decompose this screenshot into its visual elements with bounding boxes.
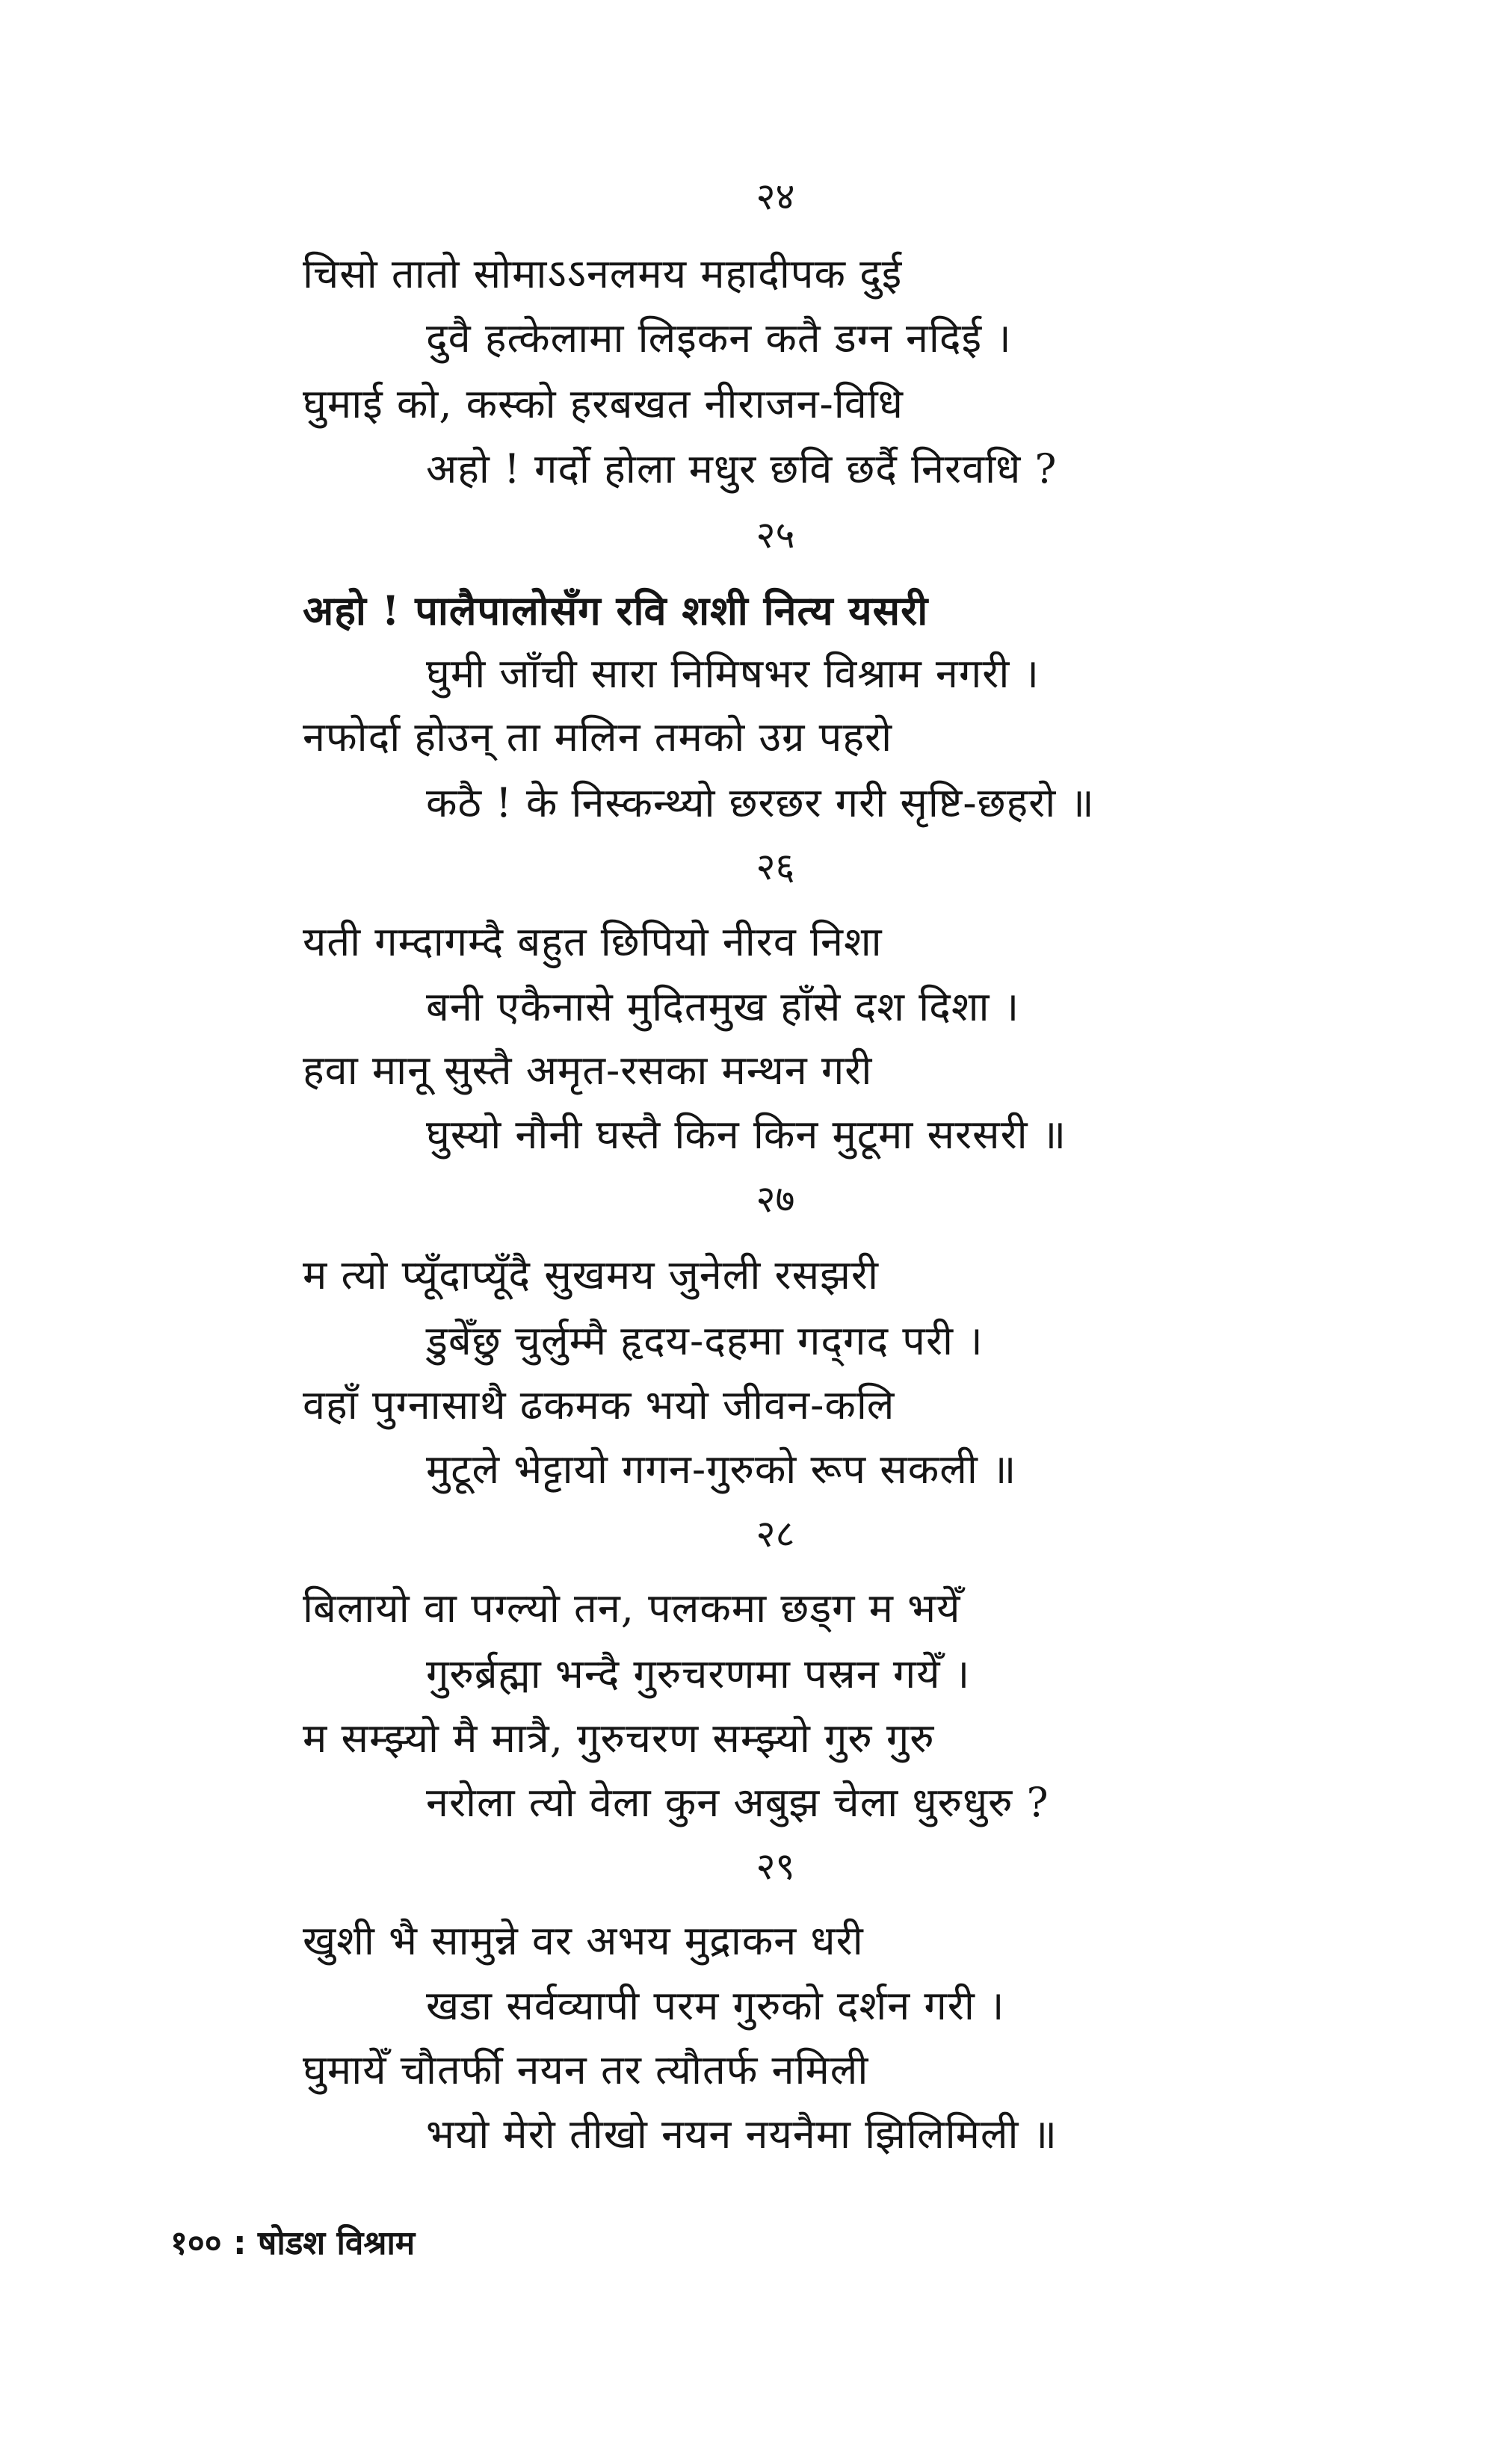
book-title: षोडश विश्राम (257, 2224, 416, 2262)
stanza-number: २७ (756, 1177, 795, 1221)
verse-line: डुबेँछु चुर्लुम्मै हृदय-दहमा गद्‌गद परी । (426, 1317, 984, 1364)
verse-line: चिसो तातो सोमाऽऽनलमय महादीपक दुई (303, 250, 903, 297)
stanza-number: २५ (756, 513, 795, 557)
stanza-number: २६ (756, 845, 795, 888)
verse-line: घुस्यो नौनी घस्तै किन किन मुटूमा सरसरी ॥ (426, 1111, 1067, 1158)
verse-line: कठै ! के निस्कन्थ्यो छरछर गरी सृष्टि-छहरो ॥ (426, 779, 1095, 826)
stanza-number: २९ (756, 1845, 795, 1888)
verse-line: अहो ! गर्दो होला मधुर छवि छर्दै निरवधि ? (426, 445, 1058, 492)
verse-line: घुमी जाँची सारा निमिषभर विश्राम नगरी । (426, 650, 1040, 697)
verse-line: बनी एकैनासे मुदितमुख हाँसे दश दिशा । (426, 983, 1020, 1030)
verse-line: म त्यो प्यूँदाप्यूँदै सुखमय जुनेली रसझरी (303, 1251, 879, 1298)
verse-line: अहो ! पालैपालोसँग रवि शशी नित्य यसरी (303, 586, 929, 634)
verse-line: दुवै हत्केलामा लिइकन कतै डग्न नदिई । (426, 315, 1012, 362)
verse-line: नरोला त्यो वेला कुन अबुझ चेला धुरुधुरु ? (426, 1779, 1049, 1826)
page-footer (170, 2223, 415, 2265)
verse-line: गुरुर्ब्रह्मा भन्दै गुरुचरणमा पस्रन गयेँ । (426, 1650, 971, 1697)
verse-line: खुशी भै सामुन्ने वर अभय मुद्राकन धरी (303, 1917, 864, 1964)
verse-line: घुमाई को, कस्को हरबखत नीराजन-विधि (303, 380, 904, 427)
verse-line: यती गम्दागम्दै बहुत छिपियो नीरव निशा (303, 918, 883, 965)
verse-line: म सम्झ्यो मै मात्रै, गुरुचरण सम्झ्यो गुरु गुरु (303, 1715, 935, 1762)
verse-line: मुटूले भेट्टायो गगन-गुरुको रूप सकली ॥ (426, 1446, 1017, 1493)
verse-line: वहाँ पुग्नासाथै ढकमक भयो जीवन-कलि (303, 1381, 895, 1428)
verse-line: भयो मेरो तीखो नयन नयनैमा झिलिमिली ॥ (426, 2111, 1058, 2158)
page-number: १०० (170, 2224, 222, 2262)
stanza-number: २४ (756, 175, 795, 218)
verse-line: खडा सर्वव्यापी परम गुरुको दर्शन गरी । (426, 1982, 1005, 2029)
verse-line: नफोर्दा होउन् ता मलिन तमको उग्र पहरो (303, 713, 893, 761)
verse-line: बिलायो वा पग्ल्यो तन, पलकमा छड्ग म भयेँ (303, 1585, 961, 1632)
stanza-number: २८ (756, 1512, 795, 1556)
verse-line: घुमायेँ चौतर्फी नयन तर त्यौतर्फ नमिली (303, 2046, 869, 2093)
footer-separator: : (232, 2224, 247, 2262)
verse-line: हवा मानू सुस्तै अमृत-रसका मन्थन गरी (303, 1047, 873, 1094)
